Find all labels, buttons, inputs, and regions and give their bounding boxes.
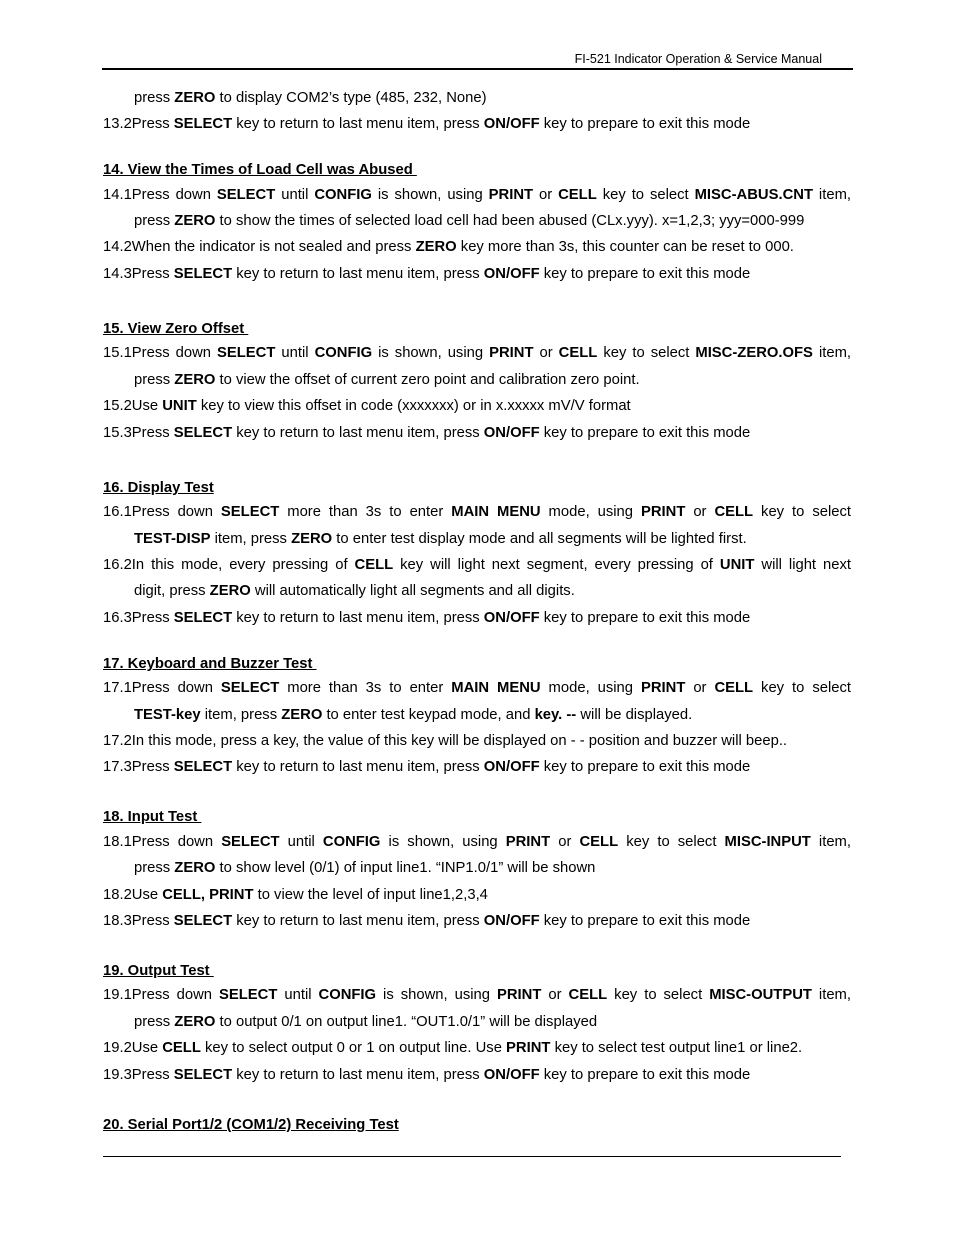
text-run: key to select (596, 187, 695, 203)
text-run: 16.2In this mode, every pressing of (103, 557, 355, 573)
key-term: ZERO (174, 1014, 216, 1030)
text-run: key to return to last menu item, press (232, 116, 484, 132)
key-term: MISC-OUTPUT (709, 987, 812, 1003)
step-17-1 (103, 680, 851, 696)
text-run: 15.2Use (103, 398, 163, 414)
text-run: to enter test display mode and all segments will be lighted first. (332, 531, 747, 547)
key-term: ON/OFF (483, 759, 540, 775)
text-run: to show level (0/1) of input line1. “INP1.0/1” will be shown (215, 860, 596, 876)
step-18-2 (103, 887, 851, 903)
key-term: CONFIG (318, 987, 377, 1003)
text-run: to display COM2’s type (485, 232, None) (215, 90, 487, 106)
page-header: FI-521 Indicator Operation & Service Manual (574, 52, 822, 66)
key-term: ZERO (174, 860, 216, 876)
text-run: key to prepare to exit this mode (539, 116, 751, 132)
key-term: PRINT (505, 834, 551, 850)
key-term: ZERO (415, 239, 457, 255)
text-run: key to prepare to exit this mode (539, 913, 751, 929)
text-run: will automatically light all segments and all digits. (250, 583, 575, 599)
text-run: key to select (597, 345, 696, 361)
text-run: key to return to last menu item, press (232, 759, 484, 775)
text-run: key to return to last menu item, press (232, 425, 484, 441)
text-run: or (533, 187, 559, 203)
text-run: key to prepare to exit this mode (539, 1067, 751, 1083)
text-run: is shown, using (376, 987, 497, 1003)
text-run: until (279, 834, 323, 850)
text-run: 14.2When the indicator is not sealed and press (103, 239, 416, 255)
step-19-3 (103, 1067, 851, 1083)
step-18-1 (103, 834, 851, 850)
text-run: key will light next segment, every pressing of (393, 557, 720, 573)
step-19-1 (103, 987, 851, 1003)
text-run: key to return to last menu item, press (232, 610, 484, 626)
text-run: mode, using (540, 504, 641, 520)
key-term: CELL (558, 345, 598, 361)
text-run: to output 0/1 on output line1. “OUT1.0/1” will be displayed (215, 1014, 598, 1030)
footer-rule (103, 1156, 841, 1157)
step-14-1-cont (134, 213, 851, 229)
step-18-1-cont (134, 860, 851, 876)
text-run: is shown, using (371, 187, 489, 203)
text-run: 16.1Press down (103, 504, 221, 520)
text-run: key to prepare to exit this mode (539, 610, 751, 626)
text-run: 19.3Press (103, 1067, 174, 1083)
text-run: 17.2In this mode, press a key, the value of this key will be displayed on - - position and buzzer will beep.. (103, 733, 788, 749)
key-term: CELL (354, 557, 394, 573)
key-term: SELECT (173, 116, 233, 132)
text-run: more than 3s to enter (279, 680, 452, 696)
text-run: 14.3Press (103, 266, 174, 282)
key-term: PRINT (506, 1040, 551, 1056)
text-run: 15. View Zero Offset (103, 321, 249, 337)
text-run: to enter test keypad mode, and (322, 707, 535, 723)
text-run: 19.1Press down (103, 987, 219, 1003)
text-run: or (685, 680, 715, 696)
text-run: 13.2Press (103, 116, 174, 132)
key-term: ON/OFF (483, 610, 540, 626)
key-term: MISC-ABUS.CNT (694, 187, 813, 203)
section-15-heading (103, 321, 851, 337)
text-run: will be displayed. (576, 707, 693, 723)
key-term: SELECT (173, 1067, 233, 1083)
text-run: or (685, 504, 715, 520)
text-run: is shown, using (372, 345, 490, 361)
key-term: SELECT (217, 345, 276, 361)
key-term: ZERO (174, 90, 216, 106)
text-run: key to select test output line1 or line2. (550, 1040, 803, 1056)
text-run: press (134, 213, 175, 229)
key-term: CELL (714, 680, 754, 696)
step-17-3 (103, 759, 851, 775)
text-run: or (541, 987, 569, 1003)
key-term: SELECT (216, 187, 276, 203)
key-term: key. -- (534, 707, 577, 723)
step-17-2 (103, 733, 851, 749)
text-run: 20. Serial Port1/2 (COM1/2) Receiving Test (103, 1117, 399, 1133)
text-run: key to prepare to exit this mode (539, 425, 751, 441)
key-term: MAIN MENU (451, 504, 541, 520)
text-run: key to prepare to exit this mode (539, 759, 751, 775)
text-run: item, (812, 187, 852, 203)
text-run: item, (811, 987, 851, 1003)
text-run: press (134, 90, 175, 106)
step-14-1 (103, 187, 851, 203)
key-term: CONFIG (314, 187, 372, 203)
step-16-2-cont (134, 583, 851, 599)
text-run: key to prepare to exit this mode (539, 266, 751, 282)
section-16-heading (103, 480, 851, 496)
key-term: PRINT (640, 680, 686, 696)
key-term: CELL (568, 987, 608, 1003)
text-run: to view the level of input line1,2,3,4 (253, 887, 488, 903)
text-run: key to select (753, 504, 851, 520)
text-run: mode, using (540, 680, 641, 696)
text-run: 18.1Press down (103, 834, 222, 850)
key-term: TEST-key (134, 707, 201, 723)
key-term: UNIT (162, 398, 197, 414)
text-run: 17. Keyboard and Buzzer Test (103, 656, 317, 672)
step-13-1-cont (134, 90, 851, 106)
key-term: CELL, PRINT (162, 887, 254, 903)
text-run: 16.3Press (103, 610, 174, 626)
key-term: CELL (579, 834, 619, 850)
text-run: key to view this offset in code (xxxxxxx) or in x.xxxxx mV/V format (196, 398, 631, 414)
key-term: ON/OFF (483, 1067, 540, 1083)
section-20-heading (103, 1117, 851, 1133)
key-term: SELECT (173, 610, 233, 626)
step-16-1-cont (134, 531, 851, 547)
text-run: to view the offset of current zero point and calibration zero point. (215, 372, 640, 388)
text-run: 16. Display Test (103, 480, 214, 496)
step-18-3 (103, 913, 851, 929)
step-15-1-cont (134, 372, 851, 388)
section-17-heading (103, 656, 851, 672)
key-term: CONFIG (322, 834, 381, 850)
key-term: UNIT (719, 557, 755, 573)
key-term: SELECT (173, 266, 233, 282)
text-run: 14.1Press down (103, 187, 217, 203)
text-run: 17.1Press down (103, 680, 221, 696)
key-term: ZERO (209, 583, 251, 599)
step-13-2 (103, 116, 851, 132)
step-15-3 (103, 425, 851, 441)
text-run: will light next (754, 557, 851, 573)
step-16-3 (103, 610, 851, 626)
key-term: SELECT (220, 504, 280, 520)
text-run: 17.3Press (103, 759, 174, 775)
key-term: CELL (558, 187, 597, 203)
text-run: key to return to last menu item, press (232, 1067, 484, 1083)
section-18-heading (103, 809, 851, 825)
text-run: 18.3Press (103, 913, 174, 929)
text-run: press (134, 1014, 175, 1030)
text-run: 18. Input Test (103, 809, 202, 825)
text-run: key to select (607, 987, 710, 1003)
key-term: PRINT (640, 504, 686, 520)
text-run: item, (812, 345, 852, 361)
key-term: CELL (162, 1040, 201, 1056)
step-16-1 (103, 504, 851, 520)
key-term: ON/OFF (483, 266, 540, 282)
key-term: SELECT (219, 987, 278, 1003)
key-term: ON/OFF (483, 116, 540, 132)
text-run: until (275, 345, 315, 361)
text-run: to show the times of selected load cell had been abused (CLx.yyy). x=1,2,3; yyy=000-999 (215, 213, 805, 229)
step-15-2 (103, 398, 851, 414)
text-run: press (134, 372, 175, 388)
key-term: MISC-INPUT (724, 834, 811, 850)
key-term: ZERO (281, 707, 323, 723)
header-rule (102, 68, 853, 70)
text-run: key to return to last menu item, press (232, 913, 484, 929)
key-term: SELECT (173, 425, 233, 441)
step-16-2 (103, 557, 851, 573)
section-14-heading (103, 162, 851, 178)
text-run: digit, press (134, 583, 210, 599)
key-term: ZERO (174, 372, 216, 388)
key-term: TEST-DISP (134, 531, 211, 547)
key-term: PRINT (496, 987, 542, 1003)
key-term: PRINT (488, 187, 534, 203)
text-run: item, (810, 834, 851, 850)
text-run: key to select (618, 834, 725, 850)
text-run: 14. View the Times of Load Cell was Abused (103, 162, 417, 178)
step-14-2 (103, 239, 851, 255)
key-term: ZERO (174, 213, 216, 229)
section-19-heading (103, 963, 851, 979)
text-run: 18.2Use (103, 887, 163, 903)
key-term: SELECT (220, 680, 280, 696)
key-term: MISC-ZERO.OFS (695, 345, 813, 361)
key-term: ZERO (291, 531, 333, 547)
step-19-1-cont (134, 1014, 851, 1030)
text-run: until (277, 987, 319, 1003)
text-run: item, press (210, 531, 292, 547)
text-run: 19.2Use (103, 1040, 163, 1056)
text-run: item, press (200, 707, 282, 723)
text-run: press (134, 860, 175, 876)
key-term: ON/OFF (483, 425, 540, 441)
step-19-2 (103, 1040, 851, 1056)
text-run: or (533, 345, 559, 361)
text-run: more than 3s to enter (279, 504, 452, 520)
text-run: key to select output 0 or 1 on output line. Use (200, 1040, 507, 1056)
step-14-3 (103, 266, 851, 282)
text-run: or (550, 834, 580, 850)
text-run: key to return to last menu item, press (232, 266, 484, 282)
key-term: CELL (714, 504, 754, 520)
key-term: SELECT (173, 913, 233, 929)
key-term: PRINT (489, 345, 534, 361)
step-15-1 (103, 345, 851, 361)
text-run: key to select (753, 680, 851, 696)
key-term: MAIN MENU (451, 680, 541, 696)
text-run: is shown, using (380, 834, 506, 850)
key-term: CONFIG (314, 345, 373, 361)
text-run: 15.1Press down (103, 345, 218, 361)
key-term: SELECT (173, 759, 233, 775)
text-run: 15.3Press (103, 425, 174, 441)
text-run: 19. Output Test (103, 963, 214, 979)
key-term: SELECT (221, 834, 280, 850)
text-run: until (275, 187, 315, 203)
step-17-1-cont (134, 707, 851, 723)
text-run: key more than 3s, this counter can be reset to 000. (456, 239, 794, 255)
key-term: ON/OFF (483, 913, 540, 929)
